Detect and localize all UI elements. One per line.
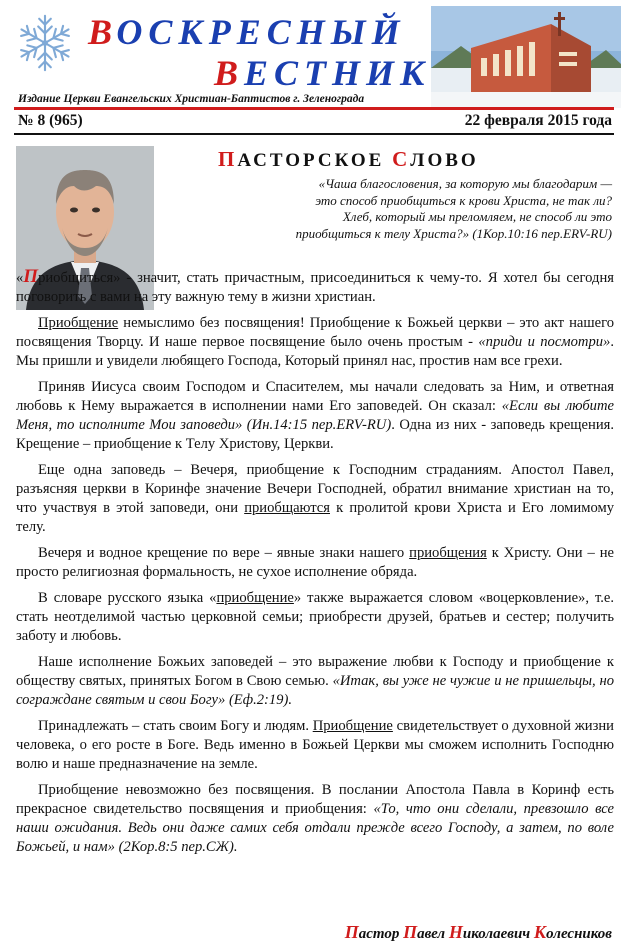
- paragraph-3: Приняв Иисуса своим Господом и Спасителем, мы начали следовать за Ним, и ответная любовь к Нему выражается в исполнении нами Его заповедей. Он сказал: «Если вы любите Меня, то исполните Мои заповеди» (Ин.14:15 пер.ERV-RU). Одна из них - заповедь крещения. Крещение – приобщение к Телу Христову, Церкви.: [16, 379, 614, 452]
- issue-number: № 8 (965): [18, 112, 83, 129]
- author-signature: Пастор Павел Николаевич Колесников: [344, 922, 612, 942]
- publisher-line: Издание Церкви Евангельских Христиан-Баптистов г. Зеленограда: [18, 93, 365, 105]
- paragraph-8: Принадлежать – стать своим Богу и людям. Приобщение свидетельствует о духовной жизни человека, о его росте в Боге. Ведь именно в Божьей Церкви мы сможем исполнить Господню волю и наше предназначение на земле.: [16, 718, 614, 772]
- article-body: [16, 268, 614, 864]
- church-photo: [431, 6, 621, 108]
- paragraph-4: Еще одна заповедь – Вечеря, приобщение к Господним страданиям. Апостол Павел, разъясняя церкви в Коринфе значение Вечери Господней, обратил внимание христиан на то, что участвуя в этой заповеди, они приобщаются к пролитой крови Христа и Его ломимому телу.: [16, 462, 615, 535]
- paragraph-5: Вечеря и водное крещение по вере – явные знаки нашего приобщения к Христу. Они – не просто религиозная формальность, не сухое исполнение обряда.: [16, 544, 614, 580]
- paragraph-9: Приобщение невозможно без посвящения. В послании Апостола Павла в Коринф есть прекрасное свидетельство посвящения и приобщения: «То, что они сделали, превзошло все наши ожидания. Ведь они даже самих себя отдали прежде всего Господу, а затем, по воле Божьей, и нам» (2Кор.8:5 пер.СЖ).: [16, 782, 614, 855]
- issue-date: 22 февраля 2015 года: [464, 112, 612, 129]
- masthead-title-line1: ВОСКРЕСНЫЙ: [88, 12, 406, 52]
- drop-cap: П: [23, 266, 39, 287]
- masthead-red-divider: [14, 107, 614, 110]
- paragraph-6: В словаре русского языка «приобщение» также выражается словом «воцерковление», т.е. стать неотделимой частью церковной семьи; приобрести друзей, братьев и сестер; получить заботу и любовь.: [16, 590, 615, 644]
- epigraph-quote: «Чаша благословения, за которую мы благодарим — это способ приобщиться к крови Христа, не так ли? Хлеб, который мы преломляем, не способ ли это приобщиться к телу Христа?» (1Кор.10:16 пер.ERV-RU): [295, 176, 612, 241]
- masthead-black-divider: [14, 133, 614, 135]
- paragraph-7: Наше исполнение Божьих заповедей – это выражение любви к Господу и приобщение к обществу святых, принятых Богом в Свою семью. «Итак, вы уже не чужие и не пришельцы, но сограждане святым и свои Богу» (Еф.2:19).: [16, 654, 614, 708]
- snowflake-icon: [14, 12, 76, 74]
- paragraph-2: Приобщение немыслимо без посвящения! Приобщение к Божьей церкви – это акт нашего посвящения Творцу. И наше первое посвящение было очень простым - «приди и посмотри». Мы пришли и увидели любящего Господа, Который принял нас, простив нам все грехи.: [16, 315, 614, 369]
- paragraph-1: «Приобщиться» - значит, стать причастным, присоединиться к чему-то. Я хотел бы сегодня поговорить с вами на эту важную тему в жизни христиан.: [16, 266, 614, 305]
- masthead-title-line2: ВЕСТНИК: [214, 53, 431, 93]
- section-title: ПАСТОРСКОЕ СЛОВО: [218, 147, 479, 171]
